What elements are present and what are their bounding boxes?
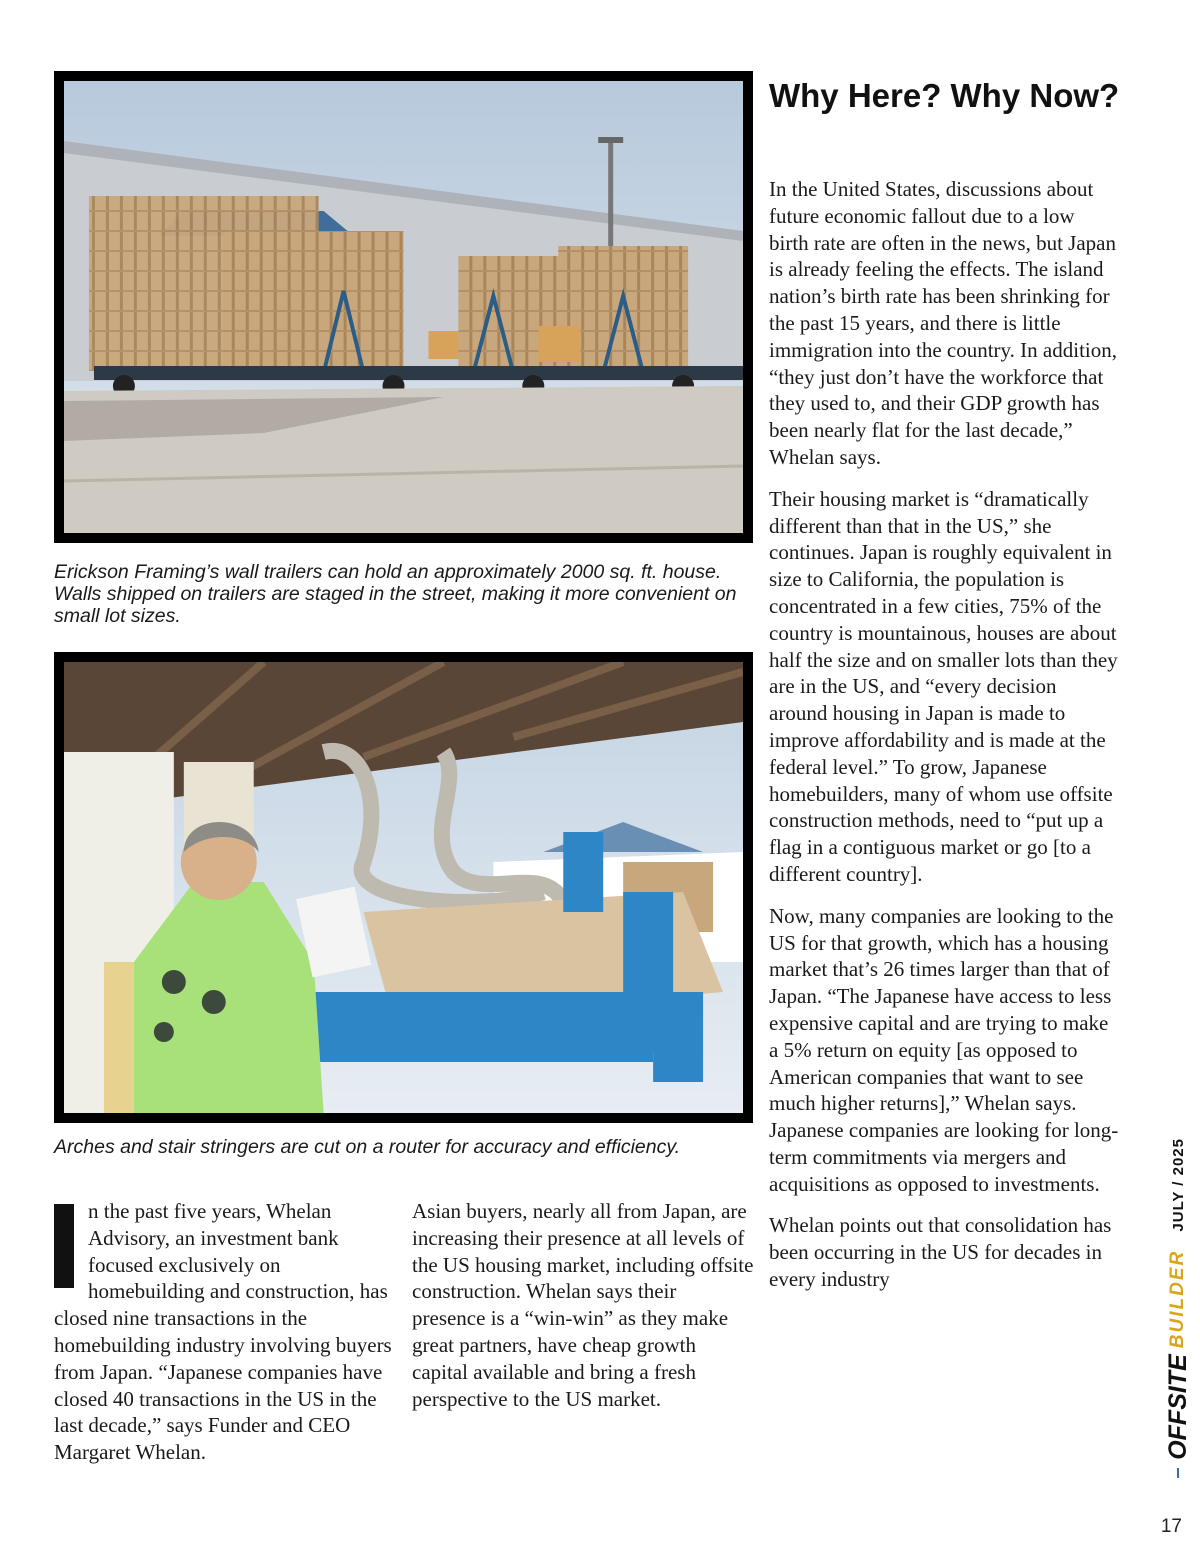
page-number: 17 [1160, 1516, 1182, 1537]
sidebar-rule [1177, 1468, 1179, 1478]
photo-caption-bottom: Arches and stair stringers are cut on a router for accuracy and efficiency. [54, 1136, 681, 1158]
brand-offsite: OFFSITE [1163, 1354, 1192, 1460]
cnc-router-image [64, 662, 743, 1113]
article-column-middle [412, 1198, 754, 1412]
trailer-walls-photo [54, 71, 753, 543]
article-column-right [769, 176, 1119, 1308]
article-paragraph: Now, many companies are looking to the US for that growth, which has a housing market that’s 26 times larger than that of Japan. “The Japanese have access to less expensive capital and are trying to make a 5% return on equity [as opposed to American companies that want to see much higher returns],” Whelan says. Japanese companies are looking for long-term commitments via mergers and acquisitions as opposed to investments. [769, 903, 1119, 1196]
intro-text: n the past five years, Whelan Advisory, an investment bank focused exclusively on homebuilding and construction, has closed nine transactions in the homebuilding industry involving buyers from Japan. “Japanese companies have closed 40 transactions in the US in the last decade,” says Funder and CEO Margaret Whelan. [54, 1199, 392, 1465]
article-paragraph: Asian buyers, nearly all from Japan, are increasing their presence at all levels of the US housing market, including offsite construction. Whelan says their presence is a “win-win” as they make great partners, have cheap growth capital available and bring a fresh perspective to the US market. [412, 1199, 754, 1411]
photo-caption-top: Erickson Framing’s wall trailers can hold an approximately 2000 sq. ft. house. Walls shipped on trailers are staged in the street, making it more convenient on small lot sizes. [54, 561, 737, 627]
section-headline: Why Here? Why Now? [769, 77, 1120, 114]
article-paragraph: Whelan points out that consolidation has been occurring in the US for decades in every industry [769, 1213, 1112, 1292]
cnc-router-photo [54, 652, 753, 1123]
magazine-sidebar [1158, 1138, 1198, 1478]
article-column-left [54, 1198, 394, 1466]
brand-builder: BUILDER [1167, 1249, 1188, 1349]
article-paragraph: In the United States, discussions about future economic fallout due to a low birth rate are often in the news, but Japan is already feeling the effects. The island nation’s birth rate has been shrinking for the past 15 years, and there is little immigration into the country. In addition, “they just don’t have the workforce that they used to, and their GDP growth has been nearly flat for the last decade,” Whelan says. [769, 177, 1117, 469]
drop-cap-bar [54, 1204, 74, 1288]
trailer-walls-image [64, 81, 743, 533]
issue-date: JULY / 2025 [1169, 1138, 1187, 1232]
article-paragraph: Their housing market is “dramatically different than that in the US,” she continues. Japan is roughly equivalent in size to California, the population is concentrated in a few cities, 75% of the country is mountainous, houses are about half the size and on smaller lots than they are in the US, and “every decision around housing in Japan is made to improve affordability and is made at the federal level.” To grow, Japanese homebuilders, many of whom use offsite construction methods, need to “put up a flag in a contiguous market or go [to a different country]. [769, 486, 1118, 886]
article-intro-paragraph [54, 1198, 394, 1466]
